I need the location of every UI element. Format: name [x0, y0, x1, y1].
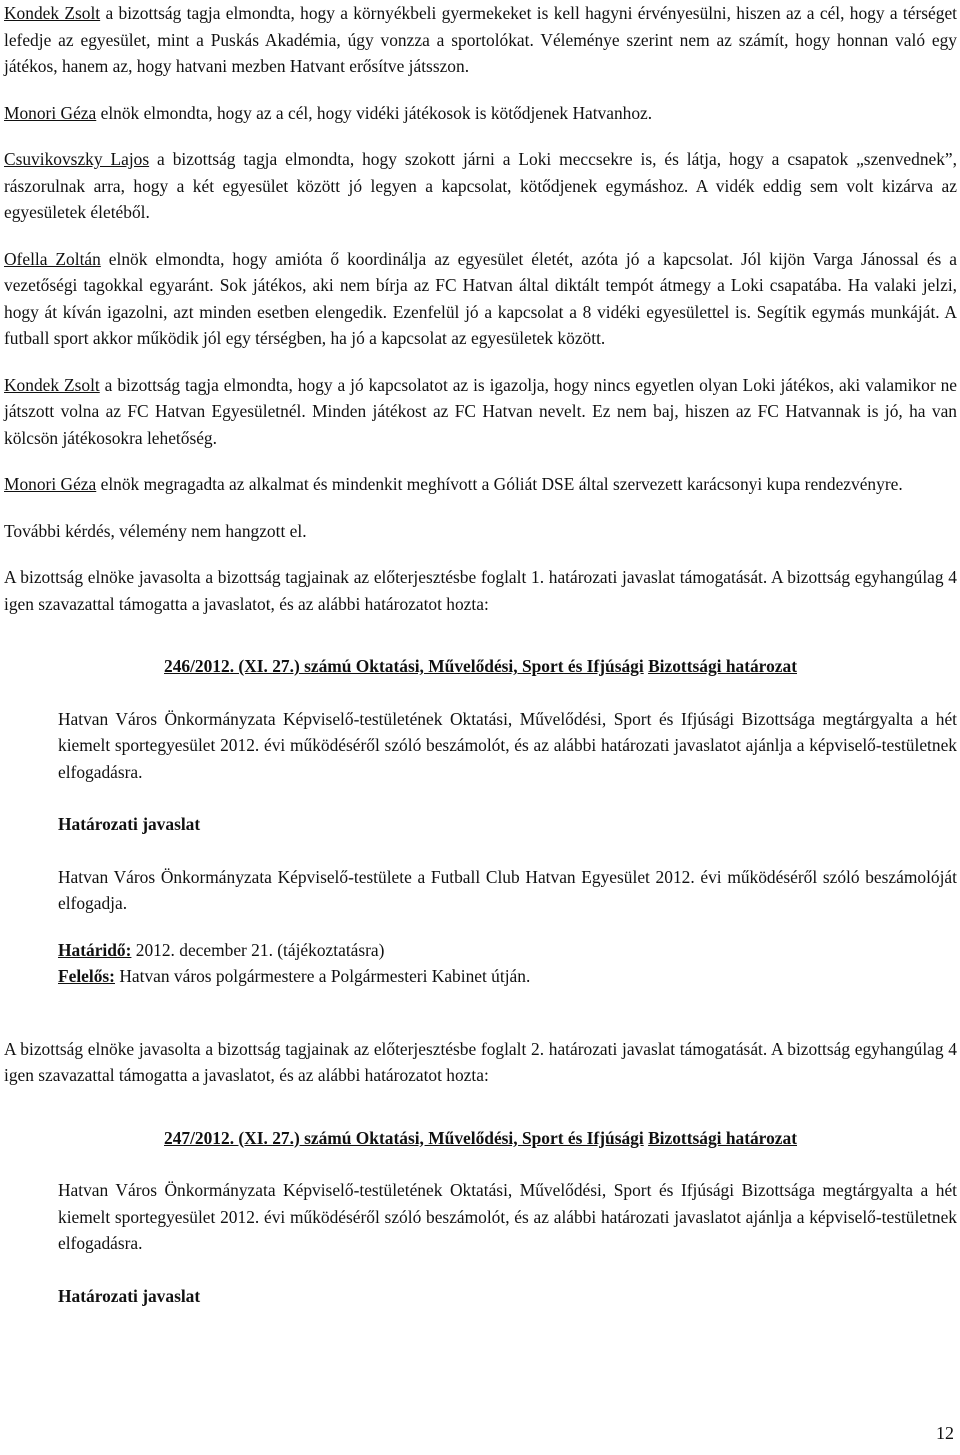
speaker-name: Monori Géza — [4, 474, 97, 494]
resolution-title-tail: Bizottsági határozat — [648, 1127, 797, 1148]
no-more-questions: További kérdés, vélemény nem hangzott el. — [4, 520, 307, 541]
speaker-name: Kondek Zsolt — [4, 374, 100, 395]
proposal-heading: Határozati javaslat — [58, 1285, 201, 1306]
speech-text: elnök megragadta az alkalmat és mindenkit meghívott a Góliát DSE által szervezett karácsonyi kupa rendezvényre. — [96, 474, 903, 494]
resolution-intro: A bizottság elnöke javasolta a bizottság tagjainak az előterjesztésbe foglalt 1. határozati javaslat támogatását. A bizottság egyhangúlag 4 igen szavazattal támogatta a javaslatot, és az alábbi határozatot hozta: — [4, 567, 957, 614]
speech-paragraph — [4, 100, 957, 127]
resolution-title — [4, 1125, 957, 1152]
responsible-line — [4, 963, 957, 990]
speech-paragraph — [4, 0, 957, 80]
speaker-name: Kondek Zsolt — [4, 3, 101, 23]
resolution-body: Hatvan Város Önkormányzata Képviselő-testületének Oktatási, Művelődési, Sport és Ifjúsági Bizottsága megtárgyalta a hét kiemelt sportegyesület 2012. évi működéséről szóló beszámolót, és az alábbi határozati javaslatot ajánlja a képviselő-testületnek elfogadásra. — [58, 1180, 957, 1253]
responsible-value: Hatvan város polgármestere a Polgármesteri Kabinet útján. — [114, 966, 531, 986]
proposal-text: Hatvan Város Önkormányzata Képviselő-testülete a Futball Club Hatvan Egyesület 2012. évi működéséről szóló beszámolóját elfogadja. — [58, 866, 957, 913]
speech-text: elnök elmondta, hogy az a cél, hogy vidéki játékosok is kötődjenek Hatvanhoz. — [96, 102, 653, 123]
speech-text: elnök elmondta, hogy amióta ő koordinálja az egyesület életét, azóta jó a kapcsolat. Jól kijön Varga Jánossal és a vezetőségi tagokkal egyaránt. Sok játékos, aki nem bírja az FC Hatvan által diktált tempót átmegy a Loki csapatába. Ha valaki jelzi, hogy át kíván igazolni, azt minden esetben elengedik. Ezenfelül jó a kapcsolat a 8 vidéki egyesülettel is. Segítik egymás munkáját. A futball sport akkor működik jól egy térségben, ha jó a kapcsolat az egyesületek között. — [4, 248, 957, 348]
deadline-value: 2012. december 21. (tájékoztatásra) — [131, 939, 385, 960]
speech-text: a bizottság tagja elmondta, hogy a környékbeli gyermekeket is kell hagyni érvényesülni, hiszen az a cél, hogy a térséget lefedje az egyesület, mint a Puskás Akadémia, úgy vonzza a sportolókat. Véleménye szerint nem az számít, hogy honnan való egy játékos, hanem az, hogy hatvani mezben Hatvant erősítve játsszon. — [4, 3, 958, 76]
speech-paragraph — [4, 246, 957, 352]
deadline-label: Határidő: — [58, 939, 132, 960]
resolution-title-main: 246/2012. (XI. 27.) számú Oktatási, Művelődési, Sport és Ifjúsági — [164, 656, 644, 676]
speech-paragraph — [4, 146, 957, 226]
resolution-intro: A bizottság elnöke javasolta a bizottság tagjainak az előterjesztésbe foglalt 2. határozati javaslat támogatását. A bizottság egyhangúlag 4 igen szavazattal támogatta a javaslatot, és az alábbi határozatot hozta: — [4, 1038, 957, 1085]
resolution-title — [4, 653, 957, 680]
speaker-name: Csuvikovszky Lajos — [4, 149, 150, 169]
resolution-title-tail: Bizottsági határozat — [648, 656, 797, 676]
document-page — [4, 0, 957, 1309]
deadline-line — [4, 937, 957, 964]
resolution-body: Hatvan Város Önkormányzata Képviselő-testületének Oktatási, Művelődési, Sport és Ifjúsági Bizottsága megtárgyalta a hét kiemelt sportegyesület 2012. évi működéséről szóló beszámolót, és az alábbi határozati javaslatot ajánlja a képviselő-testületnek elfogadásra. — [58, 708, 957, 782]
speech-paragraph — [4, 471, 957, 498]
speaker-name: Monori Géza — [4, 102, 97, 123]
responsible-label: Felelős: — [58, 966, 115, 986]
speech-paragraph — [4, 372, 957, 452]
page-number: 12 — [936, 1423, 954, 1443]
speaker-name: Ofella Zoltán — [4, 248, 101, 269]
proposal-heading: Határozati javaslat — [58, 814, 201, 834]
resolution-title-main: 247/2012. (XI. 27.) számú Oktatási, Művelődési, Sport és Ifjúsági — [164, 1127, 644, 1148]
speech-text: a bizottság tagja elmondta, hogy a jó kapcsolatot az is igazolja, hogy nincs egyetlen olyan Loki játékos, aki valamikor ne játszott volna az FC Hatvan Egyesületnél. Minden játékost az FC Hatvan nevelt. Ez nem baj, hiszen az FC Hatvannak is jó, ha van kölcsön játékosokra lehetőség. — [4, 374, 958, 448]
speech-text: a bizottság tagja elmondta, hogy szokott járni a Loki meccsekre is, és látja, hogy a csapatok „szenvednek”, rászorulnak arra, hogy a két egyesület között jó legyen a kapcsolat, kötődjenek egymáshoz. A vidék eddig sem volt kizárva az egyesületek életéből. — [4, 149, 957, 222]
